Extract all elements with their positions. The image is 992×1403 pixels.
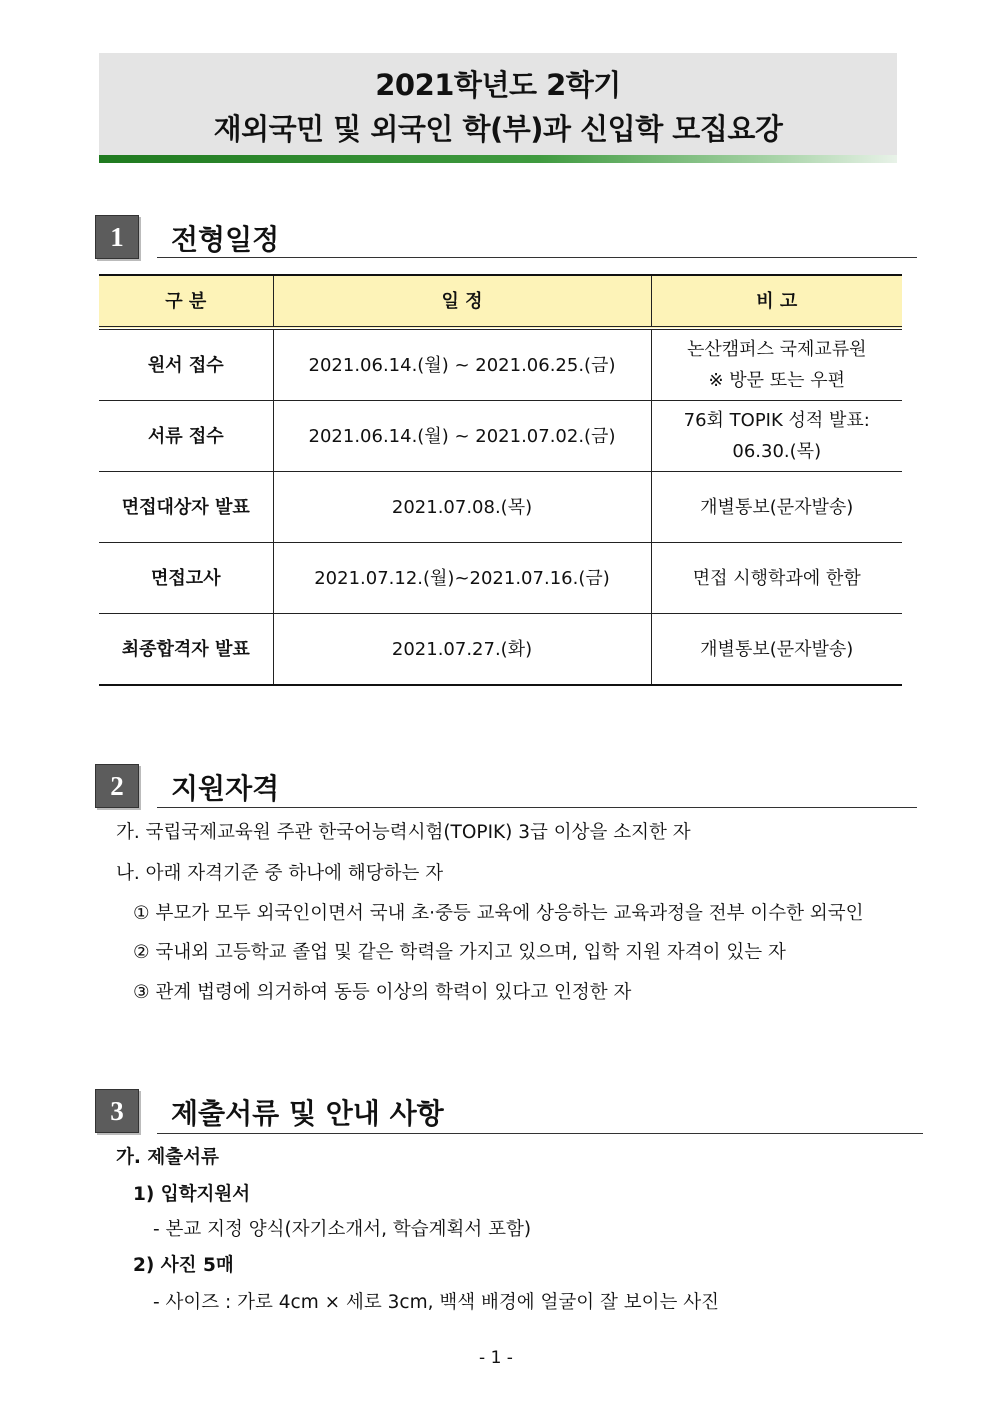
title-line-2: 재외국민 및 외국인 학(부)과 신입학 모집요강 xyxy=(213,112,783,146)
row-date: 2021.07.27.(화) xyxy=(273,614,651,686)
table-row xyxy=(99,401,902,472)
section-3-title: 제출서류 및 안내 사항 xyxy=(171,1097,444,1130)
row-date: 2021.07.12.(월)~2021.07.16.(금) xyxy=(273,543,651,614)
documents-item-2: 2) 사진 5매 xyxy=(133,1255,234,1276)
row-item: 면접대상자 발표 xyxy=(99,472,273,543)
page-number: - 1 - xyxy=(479,1348,513,1368)
section-2-number: 2 xyxy=(95,764,139,808)
row-note: 개별통보(문자발송) xyxy=(651,472,902,543)
section-3-rule xyxy=(157,1133,923,1134)
row-note-line-2: 06.30.(목) xyxy=(732,441,822,462)
section-1-number: 1 xyxy=(95,215,139,259)
table-row xyxy=(99,328,902,401)
eligibility-item-2: ② 국내외 고등학교 졸업 및 같은 학력을 가지고 있으며, 입학 지원 자격이 있는 자 xyxy=(133,942,786,963)
eligibility-a: 가. 국립국제교육원 주관 한국어능력시험(TOPIK) 3급 이상을 소지한 자 xyxy=(116,822,691,843)
title-underline xyxy=(99,155,897,163)
row-item: 최종합격자 발표 xyxy=(99,614,273,686)
row-date: 2021.06.14.(월) ~ 2021.07.02.(금) xyxy=(273,401,651,472)
row-note xyxy=(651,401,902,472)
eligibility-b: 나. 아래 자격기준 중 하나에 해당하는 자 xyxy=(116,863,444,884)
section-2-title: 지원자격 xyxy=(171,772,280,805)
title-banner xyxy=(99,53,897,155)
documents-item-2-detail: - 사이즈 : 가로 4cm × 세로 3cm, 백색 배경에 얼굴이 잘 보이는 사진 xyxy=(153,1292,719,1313)
eligibility-item-1: ① 부모가 모두 외국인이면서 국내 초·중등 교육에 상응하는 교육과정을 전부 이수한 외국인 xyxy=(133,903,864,924)
section-1-title: 전형일정 xyxy=(171,223,280,256)
row-note-line-2: ※ 방문 또는 우편 xyxy=(708,370,846,391)
section-2-rule xyxy=(157,807,917,808)
table-row xyxy=(99,472,902,543)
row-item: 서류 접수 xyxy=(99,401,273,472)
row-note-line-1: 76회 TOPIK 성적 발표: xyxy=(683,410,870,431)
header-remarks: 비 고 xyxy=(651,275,902,328)
row-note xyxy=(651,328,902,401)
header-schedule: 일 정 xyxy=(273,275,651,328)
schedule-header-row xyxy=(99,275,902,328)
row-note-line-1: 논산캠퍼스 국제교류원 xyxy=(686,339,867,360)
row-note: 면접 시행학과에 한함 xyxy=(651,543,902,614)
row-note: 개별통보(문자발송) xyxy=(651,614,902,686)
row-date: 2021.07.08.(목) xyxy=(273,472,651,543)
schedule-table xyxy=(99,274,902,686)
row-item: 원서 접수 xyxy=(99,328,273,401)
documents-heading: 가. 제출서류 xyxy=(116,1147,219,1168)
eligibility-item-3: ③ 관계 법령에 의거하여 동등 이상의 학력이 있다고 인정한 자 xyxy=(133,982,632,1003)
row-item: 면접고사 xyxy=(99,543,273,614)
documents-item-1: 1) 입학지원서 xyxy=(133,1184,251,1205)
title-line-1: 2021학년도 2학기 xyxy=(375,68,621,102)
section-1-rule xyxy=(157,257,917,258)
header-category: 구 분 xyxy=(99,275,273,328)
section-3-number: 3 xyxy=(95,1089,139,1133)
row-date: 2021.06.14.(월) ~ 2021.06.25.(금) xyxy=(273,328,651,401)
documents-item-1-detail: - 본교 지정 양식(자기소개서, 학습계획서 포함) xyxy=(153,1219,532,1240)
table-row xyxy=(99,543,902,614)
table-row xyxy=(99,614,902,686)
